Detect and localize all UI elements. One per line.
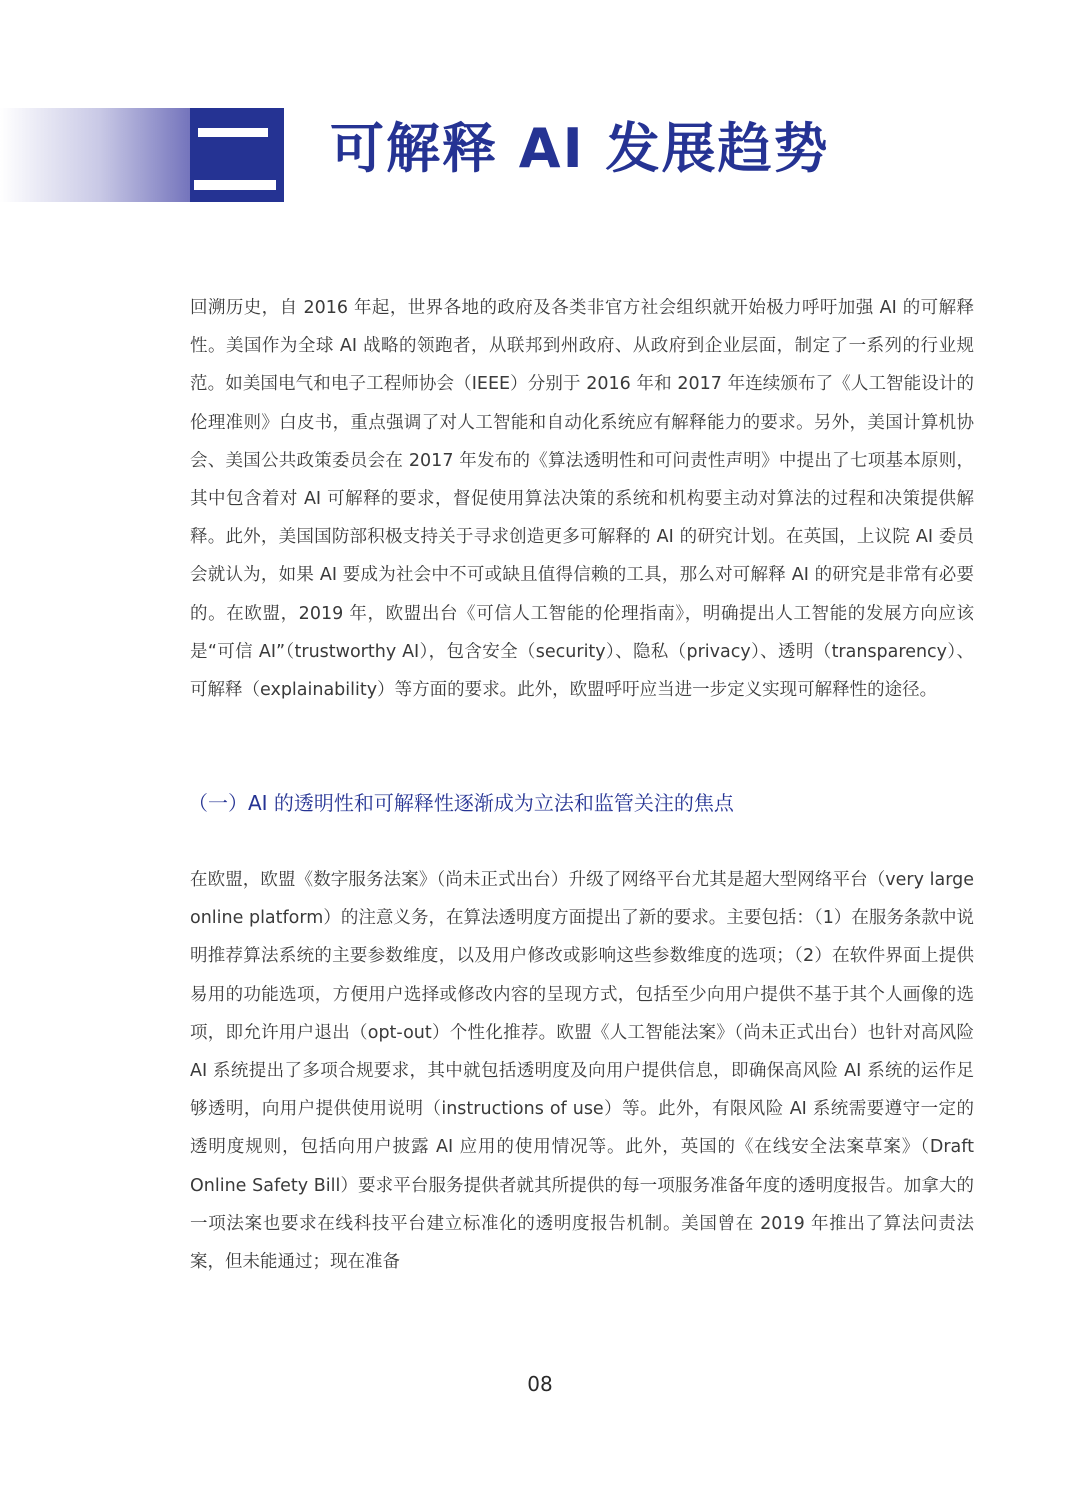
body-paragraph-eu-legislation: 在欧盟，欧盟《数字服务法案》（尚未正式出台）升级了网络平台尤其是超大型网络平台（very large online platform）的注意义务，在算法透明度方面提出了新的要求。主要包括：（1）在服务条款中说明推荐算法系统的主要参数维度，以及用户修改或影响这些参数维度的选项；（2）在软件界面上提供易用的功能选项，方便用户选择或修改内容的呈现方式，包括至少向用户提供不基于其个人画像的选项，即允许用户退出（opt-out）个性化推荐。欧盟《人工智能法案》（尚未正式出台）也针对高风险 AI 系统提出了多项合规要求，其中就包括透明度及向用户提供信息，即确保高风险 AI 系统的运作足够透明，向用户提供使用说明（instructions of use）等。此外，有限风险 AI 系统需要遵守一定的透明度规则，包括向用户披露 AI 应用的使用情况等。此外，英国的《在线安全法案草案》（Draft Online Safety Bill）要求平台服务提供者就其所提供的每一项服务准备年度的透明度报告。加拿大的一项法案也要求在线科技平台建立标准化的透明度报告机制。美国曾在 2019 年推出了算法问责法案，但未能通过；现在准备: [190, 870, 974, 1273]
chapter-numeral-stroke-top: [198, 128, 268, 137]
page-number: 08: [527, 1372, 553, 1396]
chapter-numeral-stroke-bottom: [194, 180, 276, 190]
chapter-title: 可解释 AI 发展趋势: [330, 117, 830, 180]
chapter-numeral-block: [190, 108, 284, 202]
section-heading: （一）AI 的透明性和可解释性逐渐成为立法和监管关注的焦点: [188, 791, 734, 815]
body-paragraph-history: 回溯历史，自 2016 年起，世界各地的政府及各类非官方社会组织就开始极力呼吁加强 AI 的可解释性。美国作为全球 AI 战略的领跑者，从联邦到州政府、从政府到企业层面，制定了一系列的行业规范。如美国电气和电子工程师协会（IEEE）分别于 2016 年和 2017 年连续颁布了《人工智能设计的伦理准则》白皮书，重点强调了对人工智能和自动化系统应有解释能力的要求。另外，美国计算机协会、美国公共政策委员会在 2017 年发布的《算法透明性和可问责性声明》中提出了七项基本原则，其中包含着对 AI 可解释的要求，督促使用算法决策的系统和机构要主动对算法的过程和决策提供解释。此外，美国国防部积极支持关于寻求创造更多可解释的 AI 的研究计划。在英国，上议院 AI 委员会就认为，如果 AI 要成为社会中不可或缺且值得信赖的工具，那么对可解释 AI 的研究是非常有必要的。在欧盟，2019 年，欧盟出台《可信人工智能的伦理指南》，明确提出人工智能的发展方向应该是“可信 AI”（trustworthy AI），包含安全（security）、隐私（privacy）、透明（transparency）、可解释（explainability）等方面的要求。此外，欧盟呼吁应当进一步定义实现可解释性的途径。: [190, 298, 974, 701]
